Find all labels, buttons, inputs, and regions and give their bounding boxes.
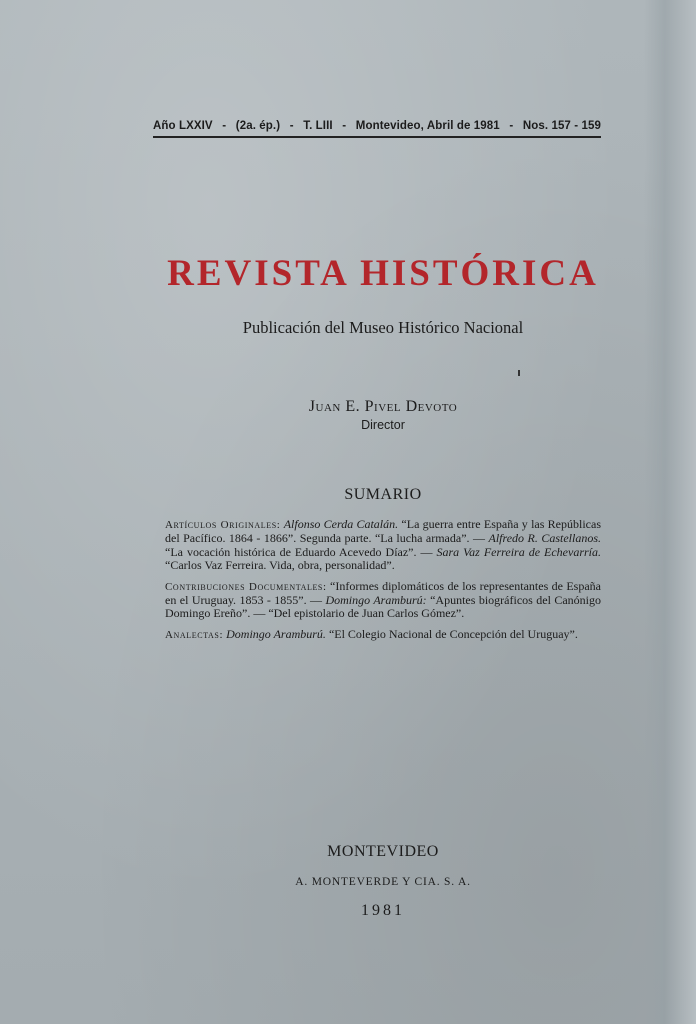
- journal-title: REVISTA HISTÓRICA: [167, 253, 599, 294]
- sumario-section: [165, 518, 601, 573]
- director-role: Director: [361, 418, 405, 432]
- section-text: “Apuntes biográficos del Canónigo Domingo Ereño”. — “Del epistolario de Juan Carlos Gómez”.: [165, 593, 601, 621]
- imprint-publisher: A. MONTEVERDE Y CIA. S. A.: [295, 876, 471, 888]
- section-label: Artículos Originales:: [165, 519, 281, 531]
- issue-epoch: (2a. ép.): [235, 120, 281, 132]
- section-text: “El Colegio Nacional de Concepción del Uruguay”.: [325, 626, 578, 641]
- sumario-contents: [165, 518, 601, 649]
- ink-mark: [518, 370, 520, 376]
- section-text: “La vocación histórica de Eduardo Acevedo Díaz”. —: [165, 544, 437, 559]
- imprint-city: MONTEVIDEO: [327, 843, 439, 860]
- section-author: Domingo Aramburú:: [325, 593, 427, 608]
- section-author: Alfonso Cerda Catalán.: [283, 517, 399, 531]
- sumario-heading: SUMARIO: [344, 486, 422, 503]
- section-author: Sara Vaz Ferreira de Echevarría.: [436, 544, 601, 559]
- imprint-year: 1981: [361, 902, 405, 919]
- journal-subtitle: Publicación del Museo Histórico Nacional: [242, 318, 524, 337]
- issue-place-date: Montevideo, Abril de 1981: [355, 120, 500, 132]
- section-text: “Informes diplomáticos de los representantes de España en el Uruguay. 1853 - 1855”. —: [165, 578, 602, 608]
- director-name: Juan E. Pivel Devoto: [308, 398, 458, 415]
- section-author: Domingo Aramburú.: [226, 626, 326, 641]
- issue-numbers: Nos. 157 - 159: [522, 120, 601, 132]
- section-label: Contribuciones Documentales:: [165, 580, 327, 593]
- sumario-section: [165, 628, 601, 642]
- cover-edge: [644, 0, 696, 1024]
- section-text: “La guerra entre España y las Repúblicas del Pacífico. 1864 - 1866”. Segunda parte. “La lucha armada”. —: [165, 517, 601, 546]
- section-text: “Carlos Vaz Ferreira. Vida, obra, personalidad”.: [165, 558, 395, 573]
- sumario-section: [165, 580, 601, 621]
- section-author: Alfredo R. Castellanos.: [488, 531, 601, 546]
- section-label: Analectas:: [165, 628, 224, 641]
- issue-header: Año LXXIV - (2a. ép.) - T. LIII - Montevideo, Abril de 1981 - Nos. 157 - 159: [153, 120, 601, 138]
- issue-year: Año LXXIV: [153, 120, 213, 132]
- issue-tomo: T. LIII: [303, 120, 333, 132]
